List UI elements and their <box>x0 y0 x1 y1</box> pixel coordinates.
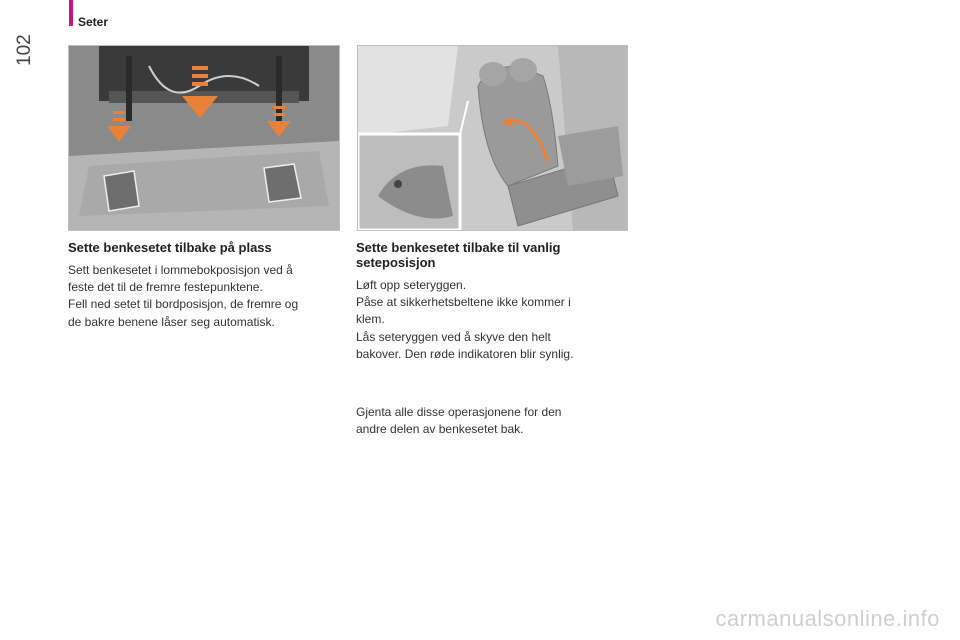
left-section-heading: Sette benkesetet tilbake på plass <box>68 240 272 255</box>
text-line: klem. <box>356 312 385 327</box>
page-number: 102 <box>14 34 35 66</box>
text-line: Fell ned setet til bordposisjon, de fremre og <box>68 297 299 312</box>
text-line: de bakre benene låser seg automatisk. <box>68 314 275 329</box>
section-accent-bar <box>69 0 73 26</box>
watermark: carmanualsonline.info <box>715 606 940 631</box>
text-line: feste det til de fremre festepunktene. <box>68 280 263 295</box>
section-title: Seter <box>78 15 109 29</box>
text-line: Løft opp seteryggen. <box>356 278 467 292</box>
text-line: Gjenta alle disse operasjonene for den <box>356 405 562 419</box>
left-instructions <box>68 262 343 331</box>
text-line: Lås seteryggen ved å skyve den helt <box>356 329 551 344</box>
text-line: Sett benkesetet i lommebokposisjon ved å <box>68 263 293 277</box>
repeat-note <box>356 404 621 438</box>
seat-mounting-illustration <box>68 45 340 231</box>
rear-bench-illustration <box>357 45 628 231</box>
text-line: bakover. Den røde indikatoren blir synlig. <box>356 346 574 361</box>
heading-line: seteposisjon <box>356 255 436 270</box>
right-section-heading <box>356 240 616 270</box>
text-line: Påse at sikkerhetsbeltene ikke kommer i <box>356 295 571 310</box>
heading-line: Sette benkesetet tilbake til vanlig <box>356 240 561 255</box>
right-instructions <box>356 277 621 363</box>
text-line: andre delen av benkesetet bak. <box>356 422 524 437</box>
